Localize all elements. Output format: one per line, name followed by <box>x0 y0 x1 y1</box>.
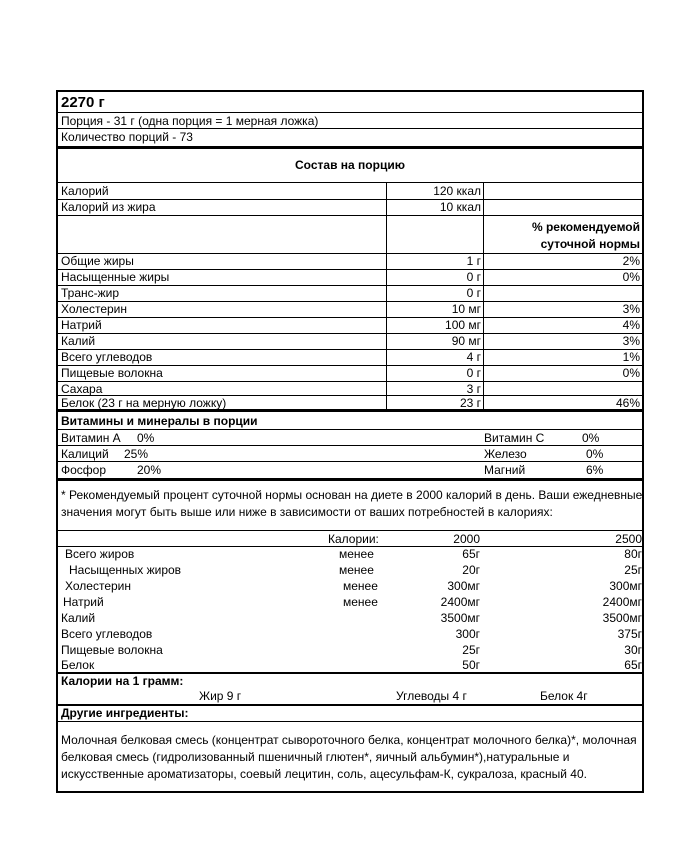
nutrient-label: Транс-жир <box>61 286 120 300</box>
dv-header-line2: суточной нормы <box>540 237 640 251</box>
nutrient-amount: 23 г <box>459 396 481 410</box>
nutrient-dv: 46% <box>615 396 640 410</box>
daily-label: Насыщенных жиров <box>69 563 182 577</box>
nutrient-amount: 0 г <box>466 286 481 300</box>
vitamin-left-value: 25% <box>124 447 149 461</box>
vitamin-left-label: Фосфор <box>61 463 107 477</box>
serving-size: Порция - 31 г (одна порция = 1 мерная ложка) <box>61 114 319 128</box>
nutrient-label: Натрий <box>61 318 102 332</box>
nutrient-dv: 1% <box>622 350 640 364</box>
daily-value-2000: 300мг <box>447 579 480 593</box>
daily-label: Холестерин <box>65 579 131 593</box>
vitamin-right-label: Витамин С <box>484 431 545 445</box>
nutrient-amount: 1 г <box>466 254 481 268</box>
calories-from-fat-label: Калорий из жира <box>61 200 156 214</box>
daily-calories-label: Калории: <box>328 532 379 546</box>
other-ingredients-text: Молочная белковая смесь (концентрат сывороточного белка, концентрат молочного белка)*, молочная белковая смесь (гидролизованный пшеничный глютен*, яичный альбумин*),натуральные и искусственные ароматизаторы, соевый лецитин, соль, ацесульфам-К, сукралоза, красный 40. <box>61 733 637 781</box>
column-line <box>483 182 484 410</box>
divider <box>58 285 642 286</box>
calories-per-gram-fat: Жир 9 г <box>199 689 242 703</box>
vitamin-right-value: 6% <box>586 463 604 477</box>
divider <box>58 530 642 531</box>
daily-value-2500: 30г <box>624 643 642 657</box>
daily-qualifier: менее <box>339 563 374 577</box>
vitamin-right-label: Железо <box>484 447 527 461</box>
nutrient-amount: 3 г <box>466 382 481 396</box>
divider <box>58 445 642 446</box>
divider-thick <box>58 478 642 481</box>
other-ingredients-title: Другие ингредиенты: <box>61 706 189 720</box>
daily-value-2000: 50г <box>462 658 480 672</box>
divider <box>58 182 642 183</box>
nutrient-amount: 10 мг <box>451 302 481 316</box>
daily-qualifier: менее <box>339 547 374 561</box>
nutrient-dv: 3% <box>622 302 640 316</box>
divider <box>58 429 642 430</box>
daily-value-2500: 25г <box>624 563 642 577</box>
dv-header-line1: % рекомендуемой <box>531 220 640 234</box>
divider-thick <box>58 146 642 149</box>
daily-value-2500: 375г <box>617 627 642 641</box>
nutrient-dv: 4% <box>622 318 640 332</box>
calories-value: 120 ккал <box>433 184 481 198</box>
daily-label: Пищевые волокна <box>61 643 163 657</box>
daily-value-2000: 20г <box>462 563 480 577</box>
daily-col-2000: 2000 <box>453 532 480 546</box>
vitamin-right-label: Магний <box>484 463 526 477</box>
nutrient-dv: 2% <box>622 254 640 268</box>
nutrient-dv: 0% <box>622 270 640 284</box>
nutrient-label: Калий <box>61 334 96 348</box>
divider-thick <box>58 409 642 412</box>
daily-value-2500: 65г <box>624 658 642 672</box>
daily-value-2000: 65г <box>462 547 480 561</box>
daily-value-2500: 3500мг <box>602 611 642 625</box>
nutrient-label: Белок (23 г на мерную ложку) <box>61 396 227 410</box>
daily-col-2500: 2500 <box>615 532 642 546</box>
calories-per-gram-protein: Белок 4г <box>540 689 588 703</box>
nutrient-amount: 0 г <box>466 270 481 284</box>
daily-value-2000: 3500мг <box>440 611 480 625</box>
divider <box>58 112 642 113</box>
footnote: * Рекомендуемый процент суточной нормы основан на диете в 2000 калорий в день. Ваши ежедневные значения могут быть выше или ниже в зависимости от ваших потребностей в калориях: <box>61 488 643 519</box>
nutrient-label: Сахара <box>61 382 103 396</box>
calories-label: Калорий <box>61 184 109 198</box>
divider <box>58 128 642 129</box>
vitamins-title: Витамины и минералы в порции <box>61 414 258 428</box>
nutrient-label: Пищевые волокна <box>61 366 163 380</box>
nutrient-amount: 0 г <box>466 366 481 380</box>
vitamin-left-value: 0% <box>137 431 155 445</box>
daily-qualifier: менее <box>343 595 378 609</box>
calories-per-gram-carbs: Углеводы 4 г <box>396 689 467 703</box>
nutrient-label: Насыщенные жиры <box>61 270 170 284</box>
nutrient-amount: 4 г <box>466 350 481 364</box>
divider <box>58 215 642 216</box>
divider <box>58 381 642 382</box>
nutrient-label: Общие жиры <box>61 254 134 268</box>
nutrient-amount: 100 мг <box>445 318 481 332</box>
composition-title: Состав на порцию <box>295 158 405 172</box>
daily-label: Белок <box>61 658 95 672</box>
calories-per-gram-title: Калории на 1 грамм: <box>61 674 184 688</box>
daily-value-2000: 2400мг <box>440 595 480 609</box>
nutrient-dv: 3% <box>622 334 640 348</box>
daily-value-2500: 300мг <box>609 579 642 593</box>
daily-qualifier: менее <box>343 579 378 593</box>
daily-label: Калий <box>61 611 96 625</box>
nutrient-dv: 0% <box>622 366 640 380</box>
daily-value-2000: 300г <box>455 627 480 641</box>
nutrient-amount: 90 мг <box>451 334 481 348</box>
divider <box>58 461 642 462</box>
daily-label: Натрий <box>63 595 104 609</box>
divider <box>58 721 642 722</box>
vitamin-left-label: Витамин А <box>61 431 121 445</box>
daily-label: Всего жиров <box>65 547 135 561</box>
vitamin-right-value: 0% <box>586 447 604 461</box>
servings-count: Количество порций - 73 <box>61 130 193 144</box>
nutrient-label: Холестерин <box>61 302 127 316</box>
nutrition-facts-label <box>56 90 644 793</box>
nutrient-label: Всего углеводов <box>61 350 153 364</box>
vitamin-left-value: 20% <box>137 463 162 477</box>
package-size: 2270 г <box>61 94 105 111</box>
daily-value-2000: 25г <box>462 643 480 657</box>
calories-from-fat-value: 10 ккал <box>439 200 481 214</box>
vitamin-right-value: 0% <box>582 431 600 445</box>
daily-value-2500: 80г <box>624 547 642 561</box>
column-line <box>386 182 387 410</box>
daily-label: Всего углеводов <box>61 627 153 641</box>
vitamin-left-label: Калиций <box>61 447 109 461</box>
daily-value-2500: 2400мг <box>602 595 642 609</box>
